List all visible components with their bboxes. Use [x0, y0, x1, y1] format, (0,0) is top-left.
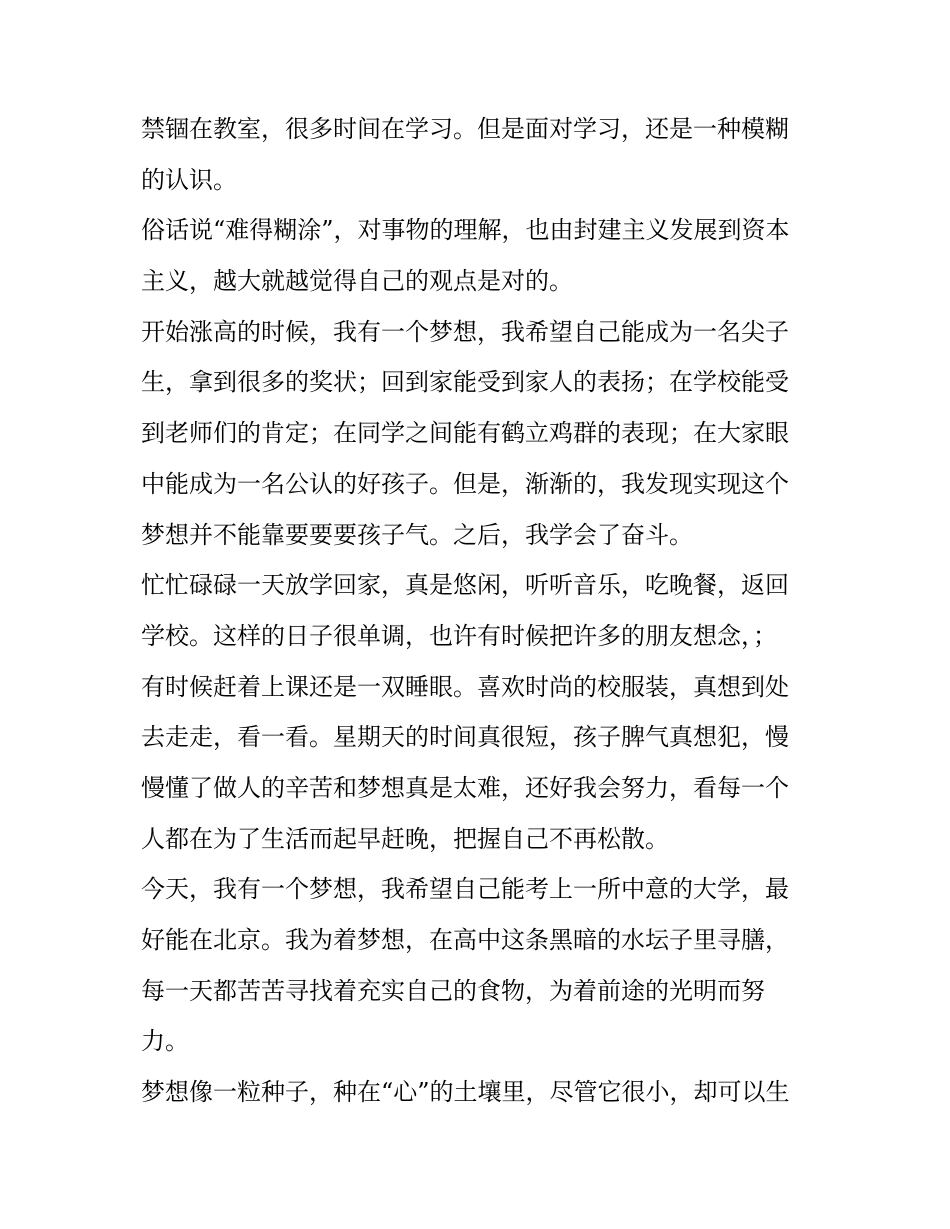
- text-line: 主义，越大就越觉得自己的观点是对的。: [141, 267, 573, 296]
- text-line: 的认识。: [141, 165, 237, 194]
- text-line: 好能在北京。我为着梦想，在高中这条黑暗的水坛子里寻膳，: [141, 926, 789, 954]
- text-line: 去走走，看一看。星期天的时间真很短，孩子脾气真想犯，慢: [141, 723, 789, 752]
- text-line: 梦想像一粒种子，种在“心”的土壤里，尽管它很小，却可以生: [141, 1078, 790, 1107]
- text-line: 忙忙碌碌一天放学回家，真是悠闲，听听音乐，吃晚餐，返回: [141, 571, 789, 600]
- text-line: 学校。这样的日子很单调，也许有时候把许多的朋友想念，；: [141, 621, 777, 650]
- text-line: 到老师们的肯定；在同学之间能有鹤立鸡群的表现；在大家眼: [141, 419, 789, 448]
- text-line: 人都在为了生活而起早赶晚，把握自己不再松散。: [141, 824, 669, 853]
- text-line: 今天，我有一个梦想，我希望自己能考上一所中意的大学，最: [141, 875, 789, 904]
- text-line: 禁锢在教室，很多时间在学习。但是面对学习，还是一种模糊: [141, 115, 789, 143]
- text-line: 梦想并不能靠要要要孩子气。之后，我学会了奋斗。: [141, 520, 693, 549]
- document-body: [141, 104, 821, 1118]
- text-line: 生，拿到很多的奖状；回到家能受到家人的表扬；在学校能受: [141, 368, 789, 397]
- text-line: 有时候赶着上课还是一双睡眼。喜欢时尚的校服装，真想到处: [141, 672, 789, 701]
- text-line: 俗话说“难得糊涂”，对事物的理解，也由封建主义发展到资本: [141, 216, 790, 245]
- text-line: 慢懂了做人的辛苦和梦想真是太难，还好我会努力，看每一个: [141, 773, 789, 802]
- text-line: 每一天都苦苦寻找着充实自己的食物，为着前途的光明而努: [141, 976, 765, 1005]
- text-line: 中能成为一名公认的好孩子。但是，渐渐的，我发现实现这个: [141, 469, 789, 498]
- text-line: 开始涨高的时候，我有一个梦想，我希望自己能成为一名尖子: [141, 317, 789, 346]
- text-line: 力。: [141, 1027, 189, 1056]
